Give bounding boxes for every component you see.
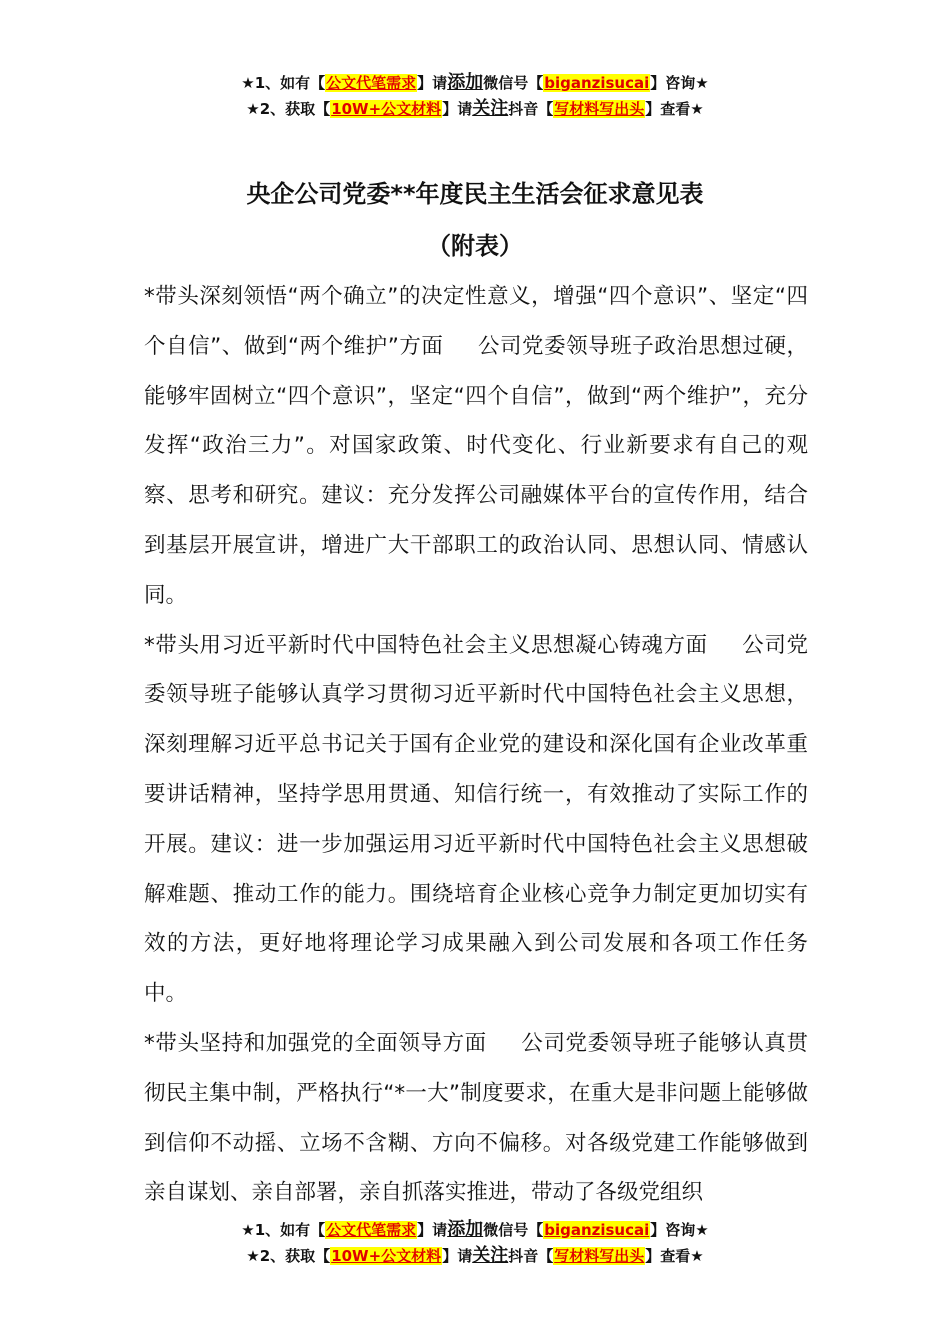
document-title: 央企公司党委**年度民主生活会征求意见表 [246, 180, 704, 208]
banner-emphasis: 关注 [472, 98, 509, 119]
section-body: 公司党委领导班子政治思想过硬，能够牢固树立“四个意识”，坚定“四个自信”，做到“两个维护”，充分发挥“政治三力”。对国家政策、时代变化、行业新要求有自己的观察、思考和研究。建议：充分发挥公司融媒体平台的宣传作用，结合到基层开展宣讲，增进广大干部职工的政治认同、思想认同、情感认同。 [144, 333, 808, 608]
banner-emphasis: 关注 [472, 1245, 509, 1266]
highlight-ghostwriting: 公文代笔需求 [326, 74, 417, 92]
highlight-wechat-id: biganzisucai [544, 1221, 650, 1239]
top-banner [0, 70, 950, 122]
banner-text: 】查看★ [645, 1247, 704, 1265]
banner-text: 】请 [417, 1221, 448, 1239]
section-heading: *带头坚持和加强党的全面领导方面 [144, 1030, 487, 1056]
section-paragraph [144, 1019, 808, 1218]
banner-text: 抖音【 [508, 1247, 554, 1265]
banner-text: ★2、获取【 [246, 100, 331, 118]
banner-line-2 [0, 1243, 950, 1269]
highlight-materials: 10W+公文材料 [331, 100, 442, 118]
banner-emphasis: 添加 [447, 1219, 484, 1240]
banner-text: 】请 [442, 1247, 473, 1265]
document-body [144, 272, 808, 1218]
section-body: 公司党委领导班子能够认真学习贯彻习近平新时代中国特色社会主义思想，深刻理解习近平总书记关于国有企业党的建设和深化国有企业改革重要讲话精神，坚持学思用贯通、知信行统一，有效推动了实际工作的开展。建议：进一步加强运用习近平新时代中国特色社会主义思想破解难题、推动工作的能力。围绕培育企业核心竞争力制定更加切实有效的方法，更好地将理论学习成果融入到公司发展和各项工作任务中。 [144, 632, 808, 1007]
highlight-materials: 10W+公文材料 [331, 1247, 442, 1265]
banner-line-1 [0, 1217, 950, 1243]
highlight-douyin-account: 写材料写出头 [554, 100, 645, 118]
highlight-douyin-account: 写材料写出头 [554, 1247, 645, 1265]
banner-text: 抖音【 [508, 100, 554, 118]
banner-text: 】咨询★ [650, 74, 709, 92]
banner-text: 微信号【 [483, 74, 544, 92]
banner-text: 】查看★ [645, 100, 704, 118]
section-body: 公司党委领导班子能够认真贯彻民主集中制，严格执行“*一大”制度要求，在重大是非问题上能够做到信仰不动摇、立场不含糊、方向不偏移。对各级党建工作能够做到亲自谋划、亲自部署，亲自抓落实推进，带动了各级党组织 [144, 1030, 808, 1206]
banner-text: ★1、如有【 [241, 74, 326, 92]
highlight-wechat-id: biganzisucai [544, 74, 650, 92]
bottom-banner [0, 1217, 950, 1269]
banner-text: 微信号【 [483, 1221, 544, 1239]
banner-line-2 [0, 96, 950, 122]
banner-text: 】请 [417, 74, 448, 92]
section-paragraph [144, 621, 808, 1019]
banner-line-1 [0, 70, 950, 96]
section-paragraph [144, 272, 808, 621]
section-heading: *带头用习近平新时代中国特色社会主义思想凝心铸魂方面 [144, 632, 708, 658]
banner-text: 】咨询★ [650, 1221, 709, 1239]
banner-text: ★2、获取【 [246, 1247, 331, 1265]
document-subtitle: （附表） [427, 232, 523, 260]
banner-text: 】请 [442, 100, 473, 118]
banner-emphasis: 添加 [447, 72, 484, 93]
banner-text: ★1、如有【 [241, 1221, 326, 1239]
section-heading: *带头深刻领悟“两个确立”的决定性意义，增强“四个意识”、坚定“四个自信”、做到“两个维护”方面 [144, 284, 808, 359]
highlight-ghostwriting: 公文代笔需求 [326, 1221, 417, 1239]
